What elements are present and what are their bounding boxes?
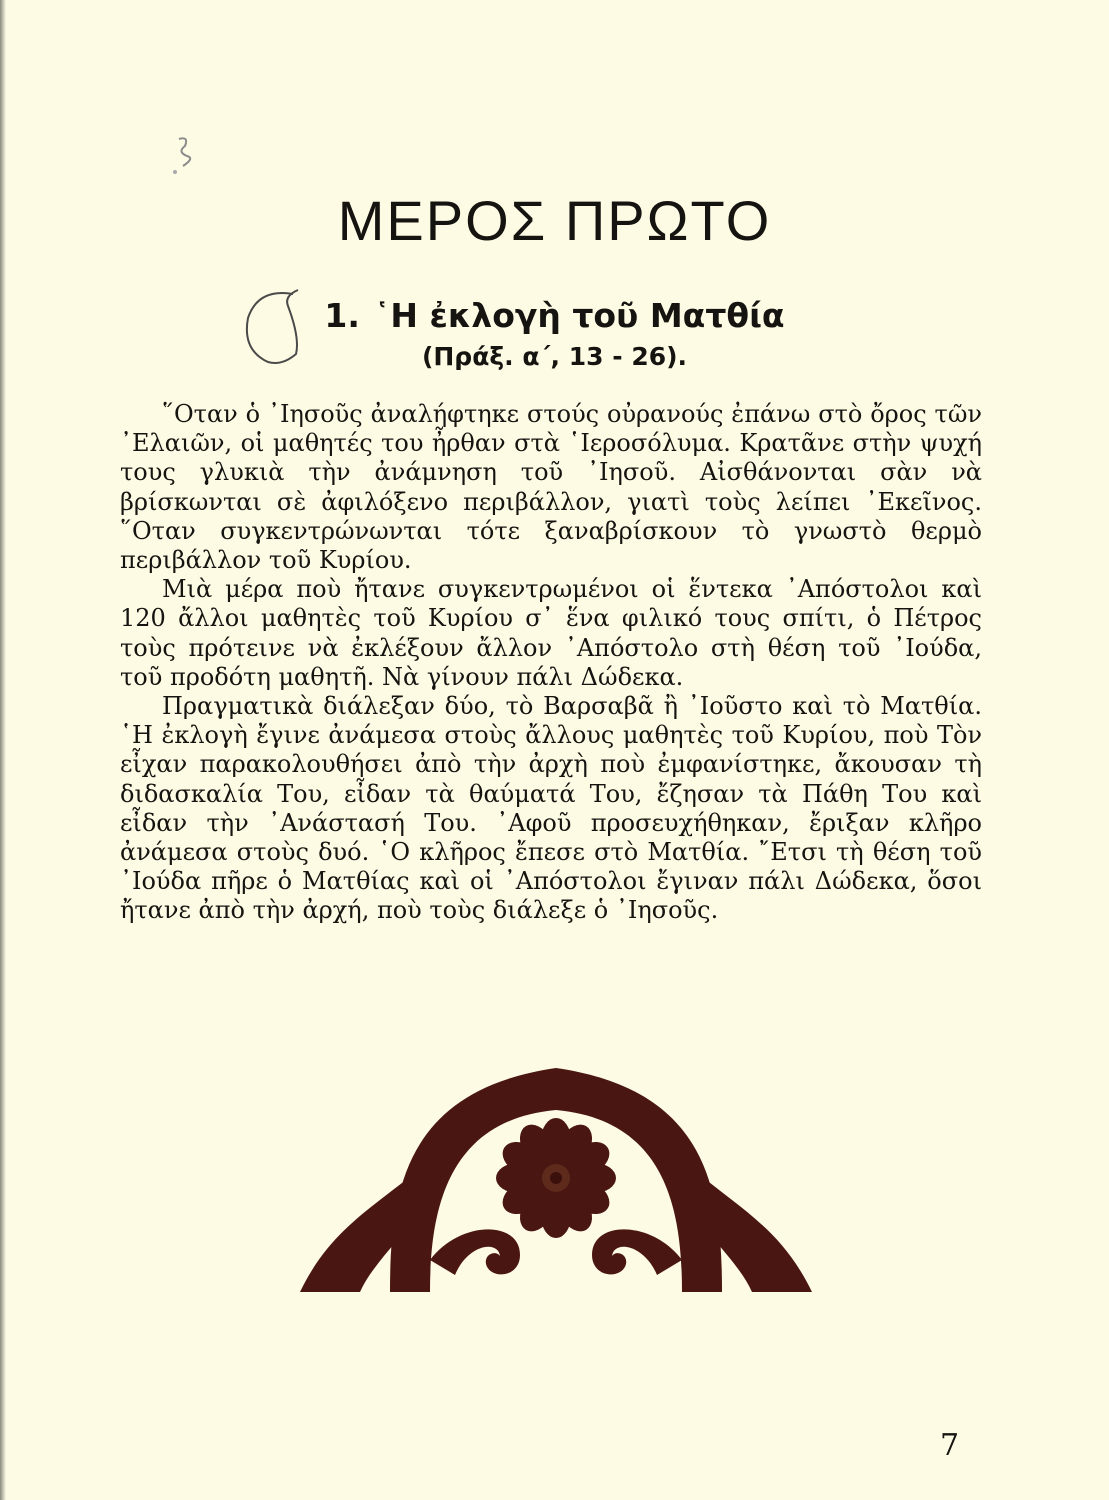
paragraph: Πραγματικὰ διάλεξαν δύο, τὸ Βαρσαβᾶ ἢ ᾿Ιοῦστο καὶ τὸ Ματθία. ῾Η ἐκλογὴ ἔγινε ἀνάμεσα στοὺς ἄλλους μαθητὲς τοῦ Κυρίου, ποὺ Τὸν εἶχαν παρακολουθήσει ἀπὸ τὴν ἀρχὴ ποὺ ἐμφανίστηκε, ἄκουσαν τὴ διδασκαλία Του, εἶδαν τὰ θαύματά Του, ἔζησαν τὰ Πάθη Του καὶ εἶδαν τὴν ᾿Ανάστασή Του. ᾿Αφοῦ προσευχήθηκαν, ἔριξαν κλῆρο ἀνάμεσα στοὺς δυό. ῾Ο κλῆρος ἔπεσε στὸ Ματθία. ῎Ετσι τὴ θέση τοῦ ᾿Ιούδα πῆρε ὁ Ματθίας καὶ οἱ ᾿Απόστολοι ἔγιναν πάλι Δώδεκα, ὅσοι ἤτανε ἀπὸ τὴν ἀρχή, ποὺ τοὺς διάλεξε ὁ ᾿Ιησοῦς.: [120, 692, 982, 925]
rosette-flower-icon: [496, 1118, 616, 1238]
chapter-title-text: ῾Η ἐκλογὴ τοῦ Ματθία: [373, 296, 785, 335]
paragraph: Μιὰ μέρα ποὺ ἤτανε συγκεντρωμένοι οἱ ἕντεκα ᾿Απόστολοι καὶ 120 ἄλλοι μαθητὲς τοῦ Κυρίου σ᾿ ἕνα φιλικό τους σπίτι, ὁ Πέτρος τοὺς πρότεινε νὰ ἐκλέξουν ἄλλον ᾿Απόστολο στὴ θέση τοῦ ᾿Ιούδα, τοῦ προδότη μαθητῆ. Νὰ γίνουν πάλι Δώδεκα.: [120, 575, 982, 691]
part-title: ΜΕΡΟΣ ΠΡΩΤΟ: [337, 189, 772, 252]
pencil-scribble-icon: [165, 134, 205, 179]
body-text: [120, 400, 982, 926]
paragraph: ῞Οταν ὁ ᾿Ιησοῦς ἀναλήφτηκε στούς οὐρανούς ἐπάνω στὸ ὄρος τῶν ᾿Ελαιῶν, οἱ μαθητές του ἦρθαν στὰ ῾Ιεροσόλυμα. Κρατᾶνε στὴν ψυχή τους γλυκιὰ τὴν ἀνάμνηση τοῦ ᾿Ιησοῦ. Αἰσθάνονται σὰν νὰ βρίσκωνται σὲ ἀφιλόξενο περιβάλλον, γιατὶ τοὺς λείπει ᾿Εκεῖνος. ῞Οταν συγκεντρώνωνται τότε ξαναβρίσκουν τὸ γνωστὸ θερμὸ περιβάλλον τοῦ Κυρίου.: [120, 400, 982, 575]
scripture-reference: (Πράξ. α΄, 13 - 26).: [421, 342, 688, 371]
page-number: 7: [940, 1428, 960, 1463]
chapter-number: 1.: [324, 296, 360, 335]
chapter-title: [0, 296, 1109, 335]
palmette-arch-ornament: [0, 1060, 1109, 1300]
